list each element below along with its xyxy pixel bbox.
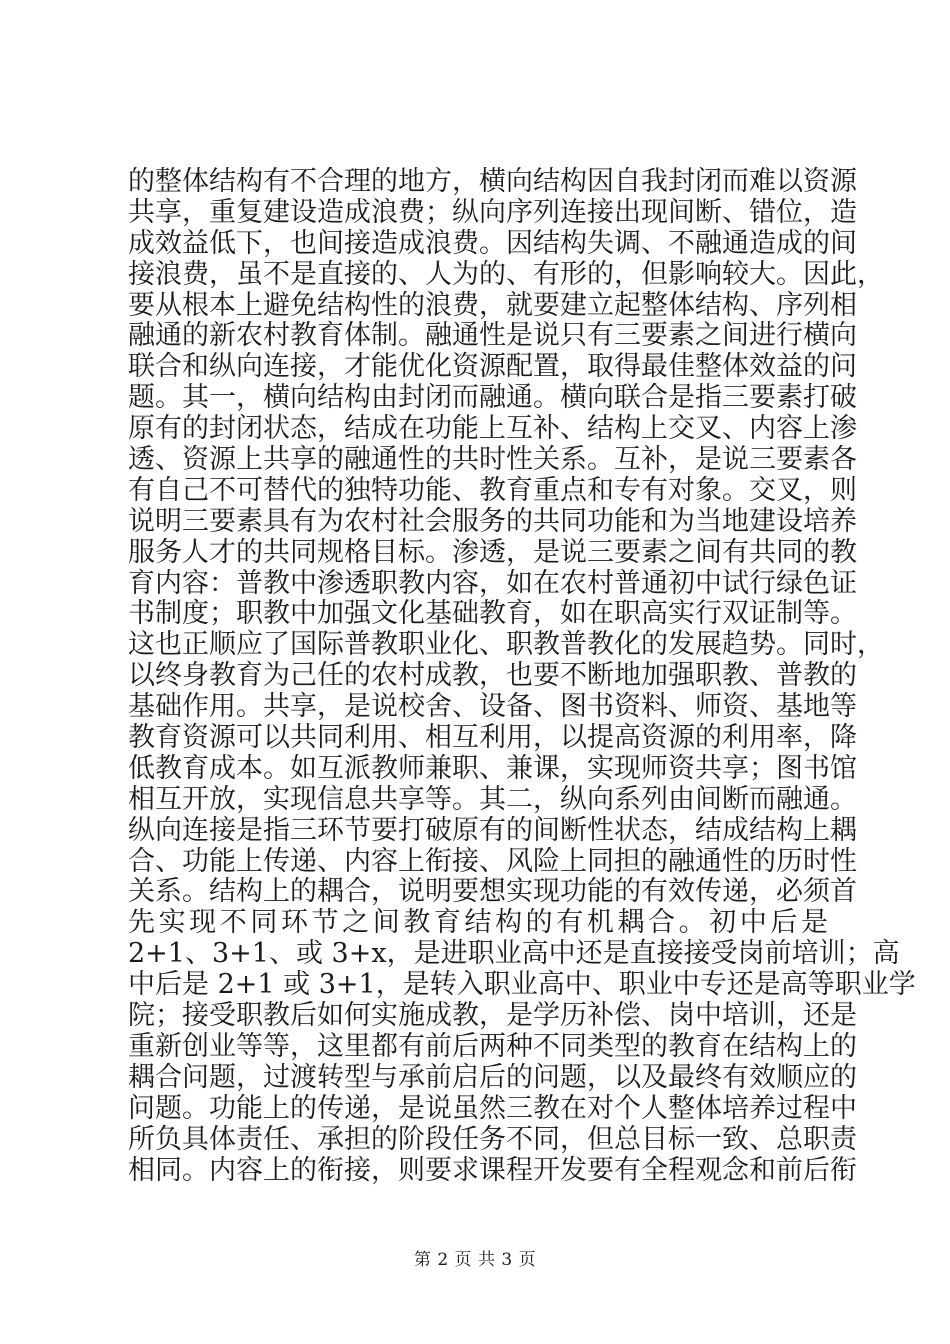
text-line: 纵向连接是指三环节要打破原有的间断性状态，结成结构上耦 (128, 814, 857, 846)
text-line: 要从根本上避免结构性的浪费，就要建立起整体结构、序列相 (128, 289, 857, 321)
body-paragraph (128, 166, 916, 1186)
text-line: 问题。功能上的传递，是说虽然三教在对个人整体培养过程中 (128, 1092, 857, 1124)
text-line: 院；接受职教后如何实施成教，是学历补偿、岗中培训，还是 (128, 1000, 857, 1032)
text-line: 题。其一，横向结构由封闭而融通。横向联合是指三要素打破 (128, 382, 857, 414)
text-line: 成效益低下，也间接造成浪费。因结构失调、不融通造成的间 (128, 227, 857, 259)
text-line: 这也正顺应了国际普教职业化、职教普教化的发展趋势。同时， (128, 629, 884, 661)
text-line: 相互开放，实现信息共享等。其二，纵向系列由间断而融通。 (128, 783, 857, 815)
text-line: 透、资源上共享的融通性的共时性关系。互补，是说三要素各 (128, 444, 857, 476)
page-number-footer: 第 2 页 共 3 页 (413, 1250, 537, 1270)
text-line: 育内容：普教中渗透职教内容，如在农村普通初中试行绿色证 (128, 567, 857, 599)
text-line: 关系。结构上的耦合，说明要想实现功能的有效传递，必须首 (128, 876, 857, 908)
text-line: 基础作用。共享，是说校舍、设备、图书资料、师资、基地等 (128, 691, 857, 723)
text-line: 耦合问题，过渡转型与承前启后的问题，以及最终有效顺应的 (128, 1061, 857, 1093)
text-line: 联合和纵向连接，才能优化资源配置，取得最佳整体效益的问 (128, 351, 857, 383)
text-line: 服务人才的共同规格目标。渗透，是说三要素之间有共同的教 (128, 536, 857, 568)
text-line: 书制度；职教中加强文化基础教育，如在职高实行双证制等。 (128, 598, 857, 630)
text-line: 教育资源可以共同利用、相互利用，以提高资源的利用率，降 (128, 722, 857, 754)
text-line: 低教育成本。如互派教师兼职、兼课，实现师资共享；图书馆 (128, 752, 857, 784)
text-line: 合、功能上传递、内容上衔接、风险上同担的融通性的历时性 (128, 845, 857, 877)
text-line: 原有的封闭状态，结成在功能上互补、结构上交叉、内容上渗 (128, 413, 857, 445)
text-line: 中后是 2+1 或 3+1，是转入职业高中、职业中专还是高等职业学 (128, 969, 916, 1001)
text-line: 有自己不可替代的独特功能、教育重点和专有对象。交叉，则 (128, 474, 857, 506)
text-line: 接浪费，虽不是直接的、人为的、有形的，但影响较大。因此， (128, 258, 884, 290)
text-line: 的整体结构有不合理的地方，横向结构因自我封闭而难以资源 (128, 166, 857, 197)
text-line: 以终身教育为己任的农村成教，也要不断地加强职教、普教的 (128, 660, 857, 692)
text-line: 共享，重复建设造成浪费；纵向序列连接出现间断、错位，造 (128, 196, 857, 228)
text-line: 说明三要素具有为农村社会服务的共同功能和为当地建设培养 (128, 505, 857, 537)
text-line: 重新创业等等，这里都有前后两种不同类型的教育在结构上的 (128, 1030, 857, 1062)
text-line: 先实现不同环节之间教育结构的有机耦合。初中后是 (128, 907, 828, 939)
text-line: 2+1、3+1、或 3+x，是进职业高中还是直接接受岗前培训；高 (128, 938, 900, 970)
text-line: 所负具体责任、承担的阶段任务不同，但总目标一致、总职责 (128, 1123, 857, 1155)
text-line: 相同。内容上的衔接，则要求课程开发要有全程观念和前后衔 (128, 1154, 857, 1186)
text-line: 融通的新农村教育体制。融通性是说只有三要素之间进行横向 (128, 320, 857, 352)
